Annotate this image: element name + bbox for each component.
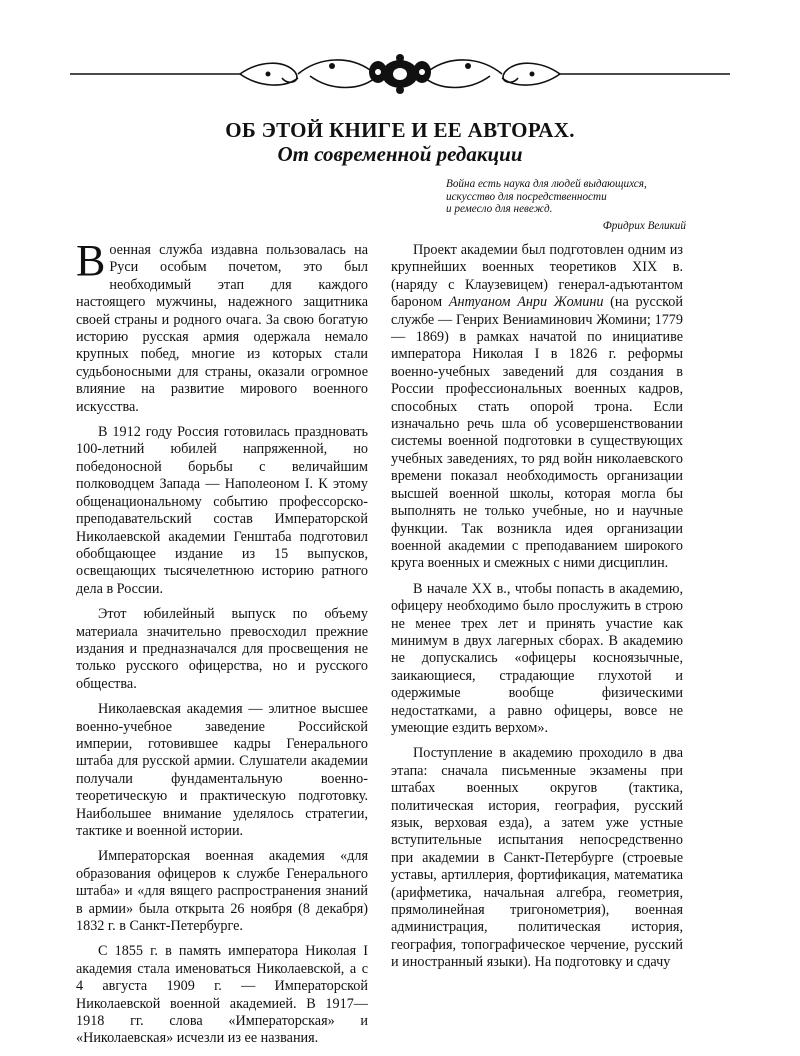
paragraph: Этот юбилейный выпуск по объему материала значительно превосходил прежние издания и предназначался для просвещения не только русского офицерства, но и русского общества. [76, 606, 368, 692]
person-name: Антуаном Анри Жомини [448, 294, 604, 311]
paragraph: В начале XX в., чтобы попасть в академию, офицеру необходимо было прослужить в строю не менее трех лет и принять участие как минимум в двух лагерных сборах. В академию не допускались «офицеры косноязычные, заикающиеся, страдающие глухотой и одержимые вообще физическими недостатками, а равно офицеры, вовсе не умеющие ездить верхом». [391, 580, 683, 736]
epigraph [446, 178, 686, 232]
paragraph-text: Проект академии был подготовлен одним из крупнейших военных теоретиков XIX в. (наряду с Клаузевицем) генерал-адъютантом бароном [391, 242, 683, 311]
dropcap-letter: В [76, 236, 106, 285]
paragraph-text: оенная служба издавна пользовалась на Руси особым почетом, это был необходимый этап для каждого настоящего мужчины, надежного защитника своей страны и родного очага. За свою богатую историю русская армия одержала немало крупных побед, многие из которых стали судьбоносными для страны, оказали огромное влияние на развитие мирового военного искусства. [76, 242, 368, 415]
paragraph [391, 242, 683, 573]
page-subtitle: От современной редакции [277, 142, 523, 166]
left-column [76, 236, 368, 1056]
epigraph-author: Фридрих Великий [602, 219, 686, 232]
epigraph-line: Война есть наука для людей выдающихся, [446, 178, 647, 190]
right-column [391, 242, 683, 980]
paragraph: Императорская военная академия «для образования офицеров к службе Генерального штаба» и «для вящего распространения знаний в армии» была открыта 26 ноября (8 декабря) 1832 г. в Санкт-Петербурге. [76, 848, 368, 935]
paragraph: С 1855 г. в память императора Николая I академия стала именоваться Николаевской, а с 4 августа 1909 г. — Императорской Николаевской военной академией. В 1917—1918 гг. слова «Императорская» и «Николаевская» исчезли из ее названия. [76, 943, 368, 1047]
paragraph: Поступление в академию проходило в два этапа: сначала письменные экзамены при штабах военных округов (тактика, политическая история, география, русский язык, верховая езда), а затем уже устные вступительные испытания непосредственно при академии в Санкт-Петербурге (строевые уставы, артиллерия, фортификация, математика (арифметика, начальная алгебра, геометрия, прямолинейная тригонометрия), военная администрация, политическая история, география, топографическое черчение, русский и иностранный языки). На подготовку и сдачу [391, 745, 683, 971]
epigraph-line: и ремесло для невежд. [446, 203, 553, 216]
paragraph: В 1912 году Россия готовилась праздновать 100-летний юбилей напряженной, но победоносной борьбы с величайшим полководцем Запада — Наполеоном I. К этому общенациональному событию профессорско-преподавательский состав Императорской Николаевской академии Генштаба подготовил обобщающее издание из 15 выпусков, освещающих тысячелетнюю историю ратного дела в России. [76, 424, 368, 597]
paragraph: Николаевская академия — элитное высшее военно-учебное заведение Российской империи, готовившее кадры Генерального штаба для русской армии. Слушатели академии получали фундаментальную военно-теоретическую и практическую подготовку. Наибольшее внимание уделялось стратегии, тактике и военной истории. [76, 701, 368, 839]
decorative-ornament-header [70, 52, 730, 96]
paragraph [76, 236, 368, 416]
epigraph-line: искусство для посредственности [446, 190, 607, 203]
paragraph-text: (на русской службе — Генрих Вениаминович Жомини; 1779 — 1869) в рамках начатой по инициативе императора Николая I в 1826 г. реформы военно-учебных заведений для создания в России профессиональных военных кадров, способных стать опорой трона. Если изначально речь шла об усовершенствовании системы военной подготовки в существующих учебных заведениях, то ряд войн николаевского времени показал необходимость организации высшей военной школы, которая могла бы выполнять не только учебные, но и научные функции. Так возникла идея организации военной академии с преподаванием широкого круга военных и смежных с ними дисциплин. [391, 294, 683, 572]
page-title: ОБ ЭТОЙ КНИГЕ И ЕЕ АВТОРАХ. [225, 118, 575, 142]
